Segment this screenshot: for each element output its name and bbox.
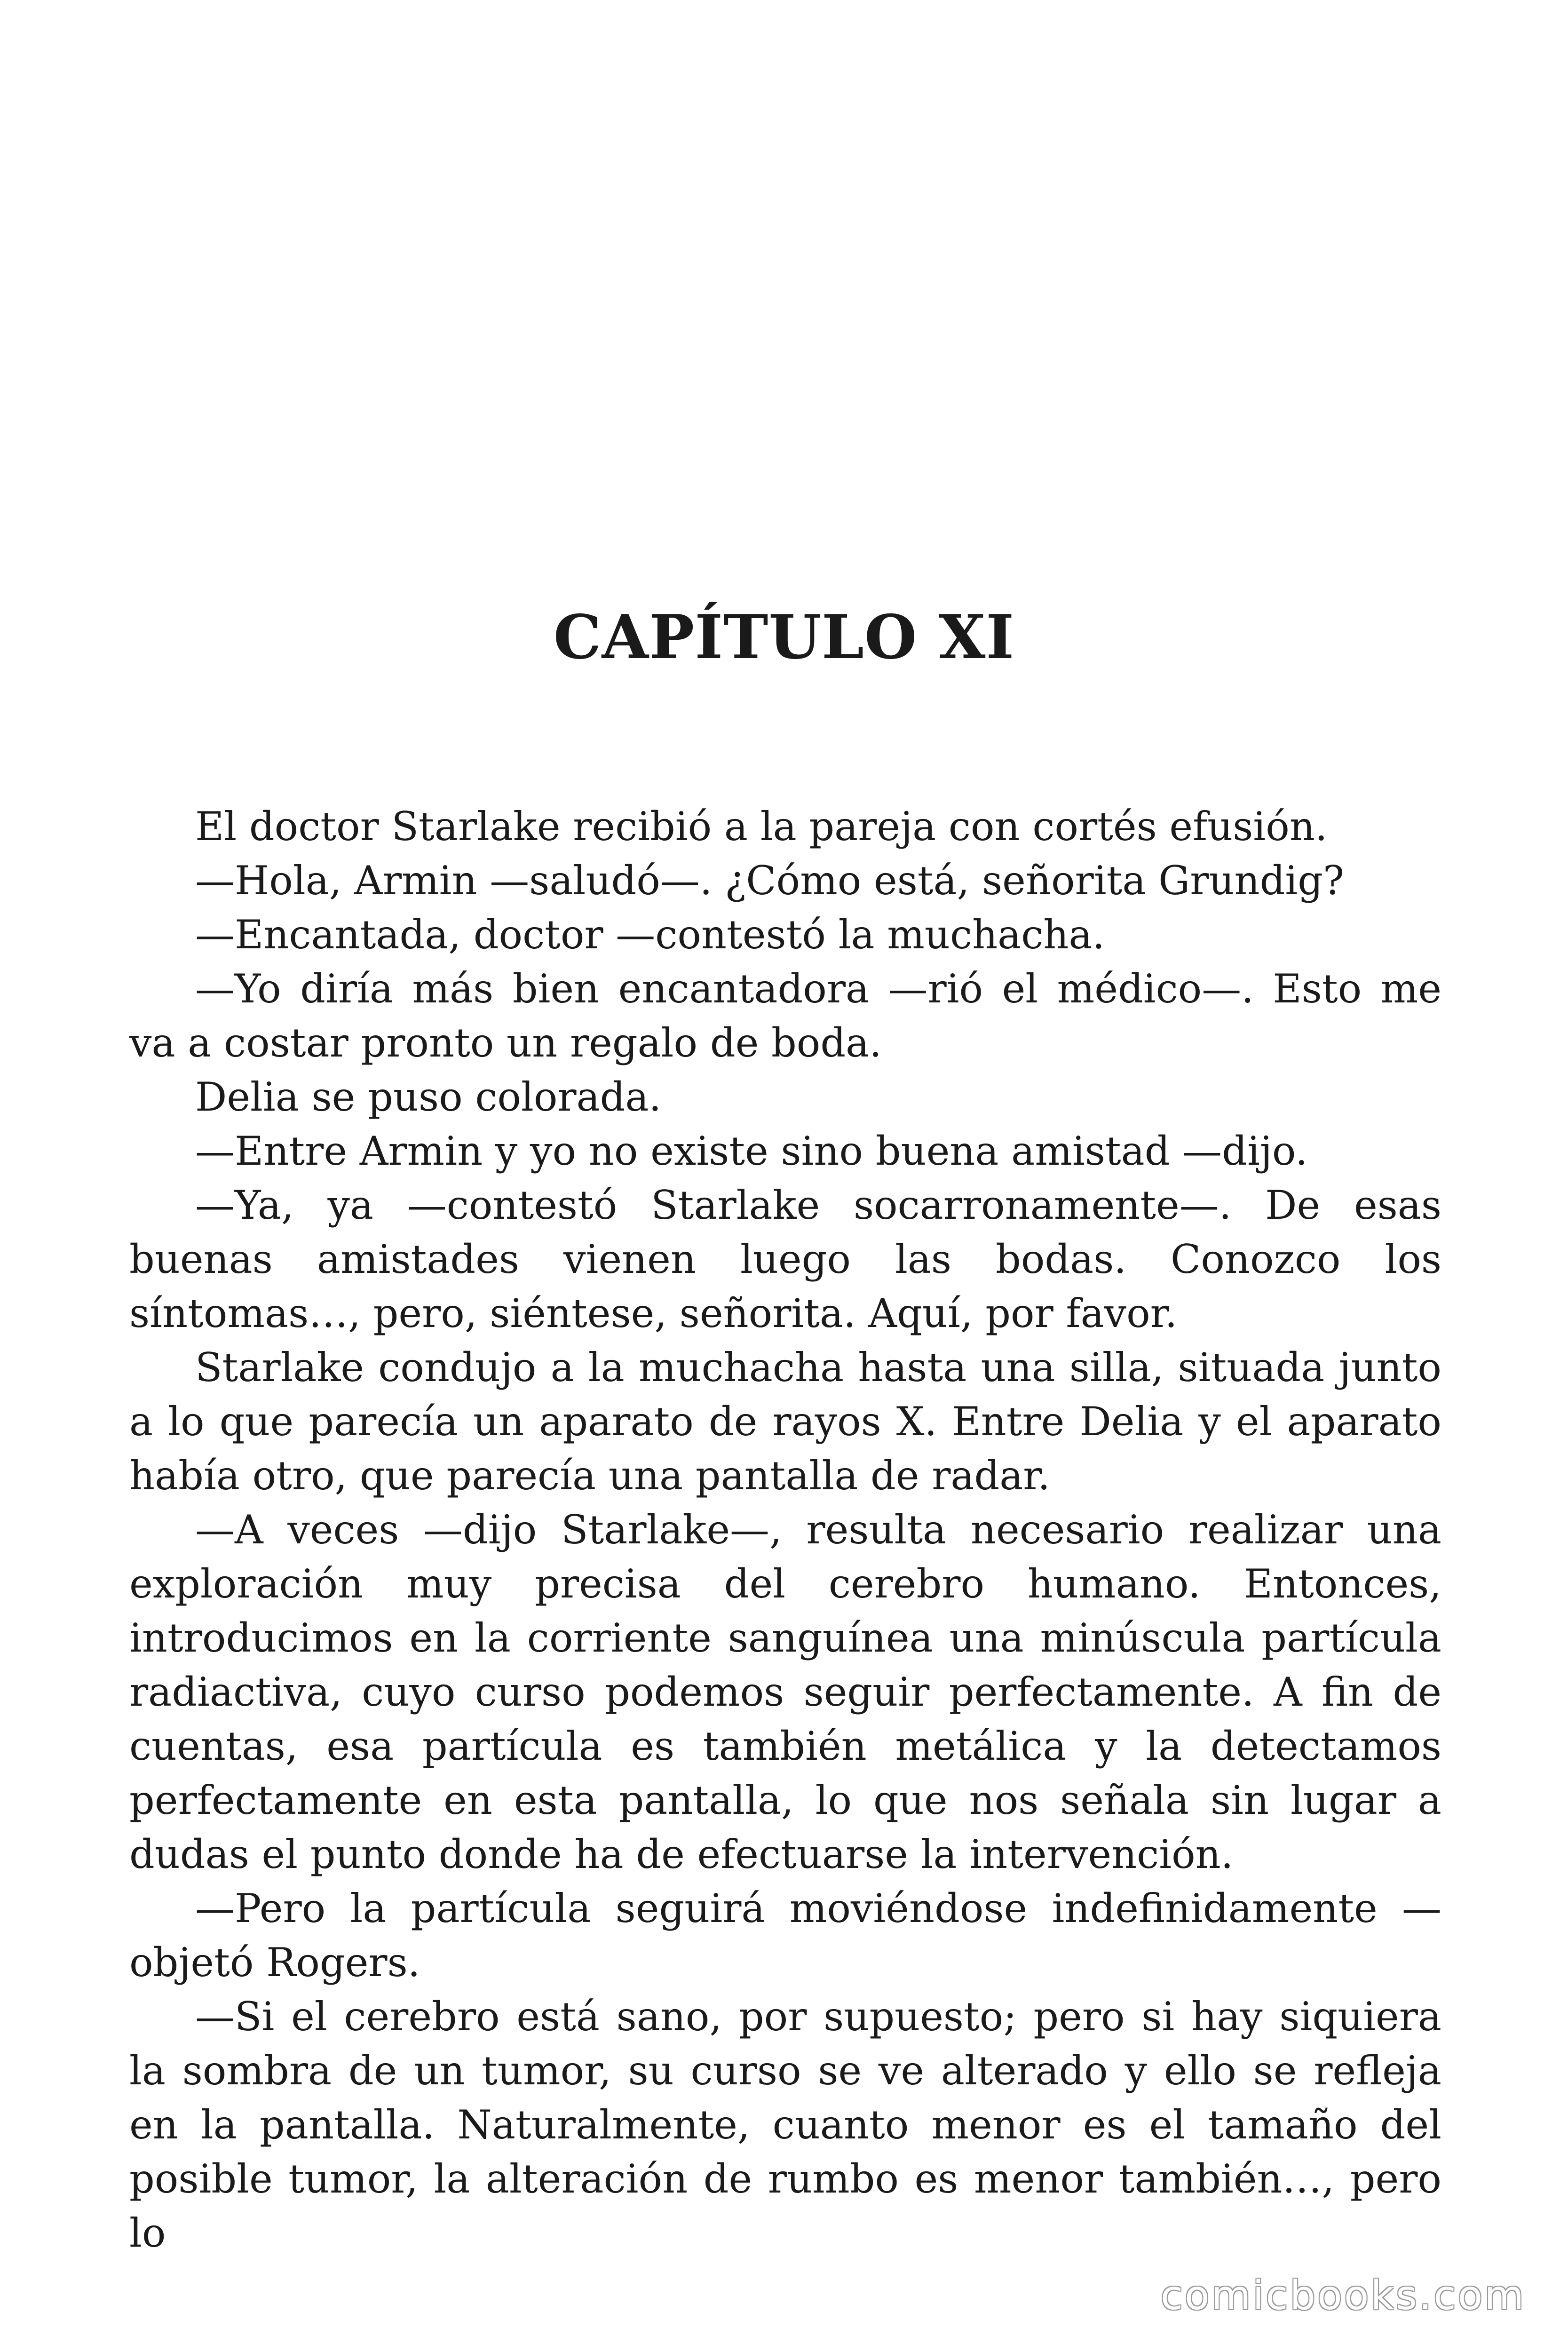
paragraph: —Pero la partícula seguirá moviéndose indefinidamente —objetó Rogers.	[129, 1885, 1441, 1986]
paragraph: —Encantada, doctor —contestó la muchacha.	[195, 912, 1105, 958]
paragraph: —Entre Armin y yo no existe sino buena amistad —dijo.	[195, 1128, 1308, 1174]
chapter-body	[129, 800, 1441, 2260]
paragraph: —Hola, Armin —saludó—. ¿Cómo está, señorita Grundig?	[195, 858, 1345, 904]
paragraph: Delia se puso colorada.	[195, 1074, 662, 1120]
paragraph: El doctor Starlake recibió a la pareja con cortés efusión.	[195, 803, 1328, 850]
paragraph: —Ya, ya —contestó Starlake socarronamente—. De esas buenas amistades vienen luego las bodas. Conozco los síntomas…, pero, siéntese, señorita. Aquí, por favor.	[129, 1182, 1441, 1336]
chapter-title: CAPÍTULO XI	[553, 602, 1015, 673]
paragraph: —Yo diría más bien encantadora —rió el médico—. Esto me va a costar pronto un regalo de boda.	[129, 966, 1441, 1066]
watermark-logo: comicbooks.com	[1160, 2272, 1526, 2319]
paragraph: Starlake condujo a la muchacha hasta una silla, situada junto a lo que parecía un aparato de rayos X. Entre Delia y el aparato había otro, que parecía una pantalla de radar.	[129, 1344, 1441, 1499]
paragraph: —A veces —dijo Starlake—, resulta necesario realizar una exploración muy precisa del cerebro humano. Entonces, introducimos en la corriente sanguínea una minúscula partícula radiactiva, cuyo curso podemos seguir perfectamente. A fin de cuentas, esa partícula es también metálica y la detectamos perfectamente en esta pantalla, lo que nos señala sin lugar a dudas el punto donde ha de efectuarse la intervención.	[129, 1507, 1441, 1877]
paragraph: —Si el cerebro está sano, por supuesto; pero si hay siquiera la sombra de un tumor, su curso se ve alterado y ello se refleja en la pantalla. Naturalmente, cuanto menor es el tamaño del posible tumor, la alteración de rumbo es menor también…, pero lo	[129, 1994, 1441, 2256]
